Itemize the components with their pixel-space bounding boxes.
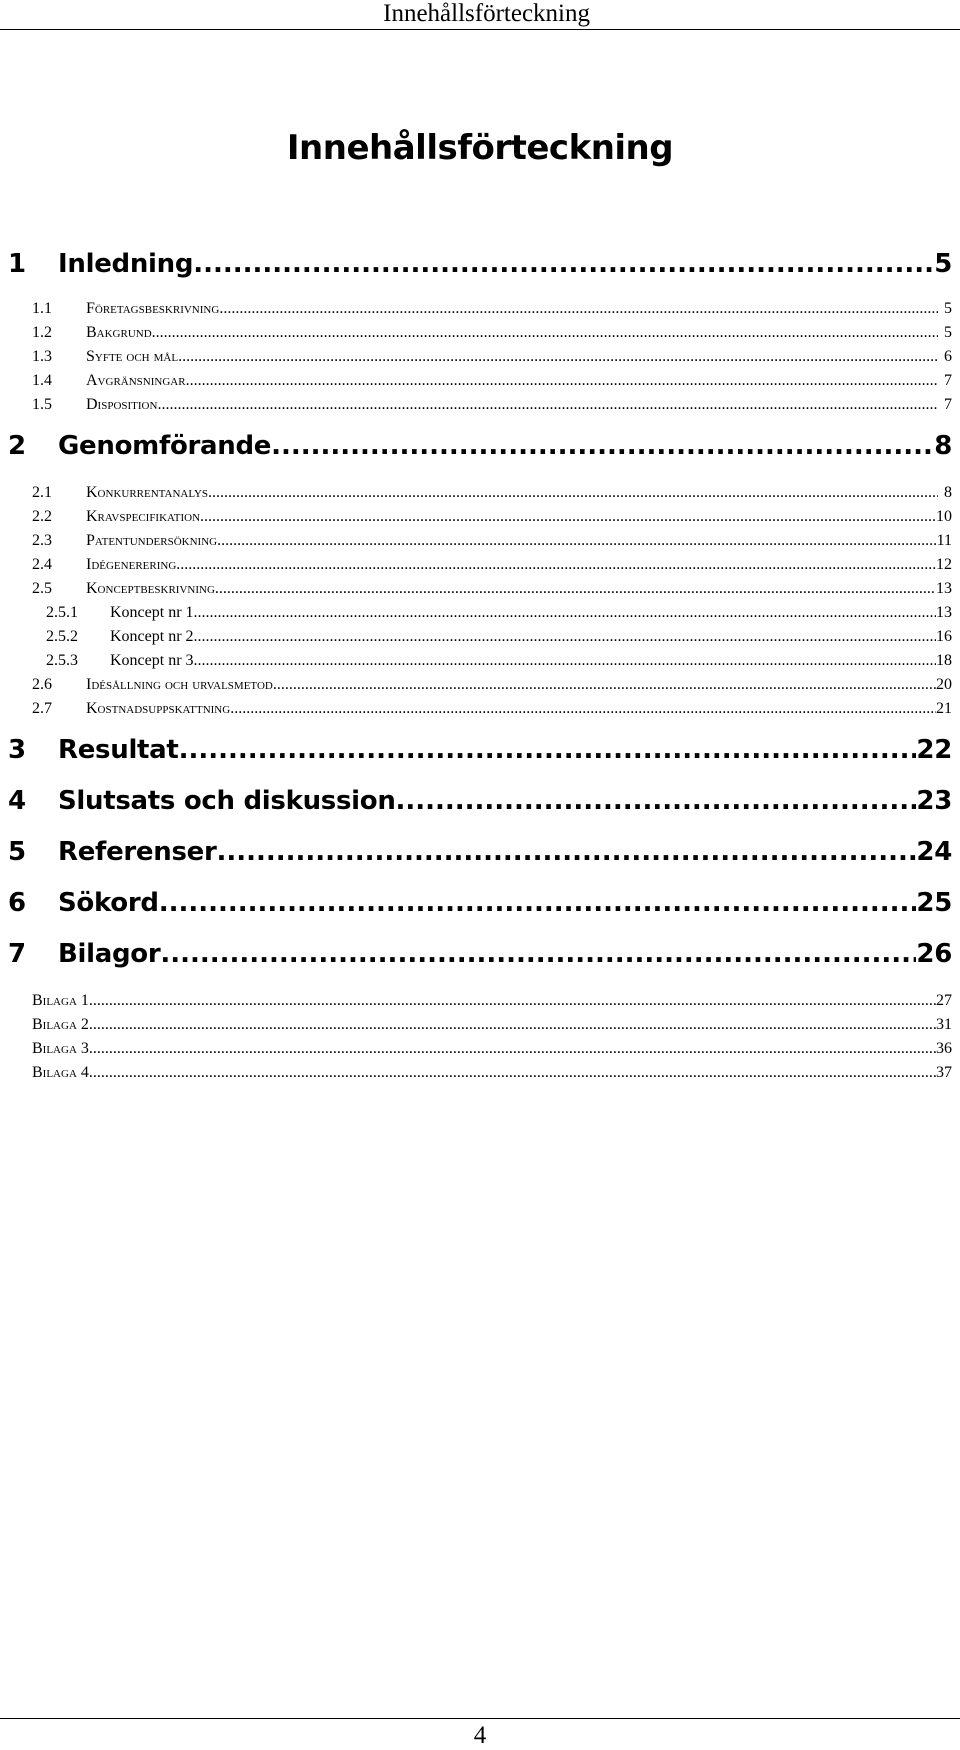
- toc-leader: [176, 554, 936, 576]
- toc-title: Bilaga 4: [32, 1064, 89, 1081]
- toc-page: 36: [936, 1040, 952, 1057]
- toc-title: Koncept nr 1: [110, 604, 194, 621]
- toc-number: 1.4: [32, 372, 52, 389]
- toc-leader: [219, 298, 938, 320]
- toc-page: 13: [936, 580, 952, 597]
- toc-entry-kostnadsuppskattning[interactable]: [32, 698, 952, 722]
- toc-page: 7: [944, 372, 952, 389]
- toc-entry-koncept-nr-3[interactable]: [46, 650, 952, 674]
- toc-number: 1: [8, 249, 26, 279]
- toc-title: Företagsbeskrivning: [86, 300, 220, 317]
- toc-page: 20: [936, 676, 952, 693]
- toc-number: 7: [8, 939, 26, 969]
- toc-entry-bilagor[interactable]: [8, 936, 952, 976]
- toc-entry-idesallning[interactable]: [32, 674, 952, 698]
- toc-leader: [178, 346, 938, 368]
- toc-title: Resultat: [58, 735, 179, 765]
- toc-entry-slutsats-och-diskussion[interactable]: [8, 783, 952, 823]
- toc-title: Koncept nr 3: [110, 652, 194, 669]
- toc-page: 7: [944, 396, 952, 413]
- toc-title: Idésållning och urvalsmetod: [86, 676, 273, 693]
- toc-leader: [194, 602, 936, 624]
- toc-leader: [160, 936, 916, 972]
- toc-page: 18: [936, 652, 952, 669]
- toc-title: Sökord: [58, 888, 159, 918]
- toc-entry-idegenerering[interactable]: [32, 554, 952, 578]
- toc-entry-bakgrund[interactable]: [32, 322, 952, 346]
- toc-number: 3: [8, 735, 26, 765]
- toc-leader: [186, 370, 938, 392]
- toc-leader: [230, 698, 936, 720]
- toc-leader: [179, 732, 917, 768]
- toc-entry-syfte-och-mal[interactable]: [32, 346, 952, 370]
- toc-title: Bakgrund: [86, 324, 152, 341]
- toc-page: 13: [936, 604, 952, 621]
- toc-entry-avgransningar[interactable]: [32, 370, 952, 394]
- toc-leader: [193, 246, 934, 282]
- page-title: Innehållsförteckning: [286, 128, 674, 168]
- toc-leader: [273, 674, 936, 696]
- toc-page: 22: [916, 735, 952, 765]
- toc-leader: [89, 990, 936, 1012]
- running-header-title: Innehållsförteckning: [383, 0, 590, 27]
- toc-page: 21: [936, 700, 952, 717]
- toc-leader: [194, 650, 936, 672]
- toc-page: 23: [916, 786, 952, 816]
- toc-title: Kostnadsuppskattning: [86, 700, 231, 717]
- toc-leader: [89, 1062, 936, 1084]
- toc-number: 2.3: [32, 532, 52, 549]
- toc-page: 10: [936, 508, 952, 525]
- toc-number: 1.2: [32, 324, 52, 341]
- toc-title: Koncept nr 2: [110, 628, 194, 645]
- toc-entry-resultat[interactable]: [8, 732, 952, 772]
- toc-number: 2.7: [32, 700, 52, 717]
- toc-page: 5: [944, 324, 952, 341]
- toc-page: 12: [936, 556, 952, 573]
- toc-title: Bilagor: [58, 939, 161, 969]
- toc-leader: [208, 482, 938, 504]
- toc-number: 4: [8, 786, 26, 816]
- toc-title: Referenser: [58, 837, 217, 867]
- toc-leader: [217, 530, 936, 552]
- toc-page: 37: [936, 1064, 952, 1081]
- toc-title: Kravspecifikation: [86, 508, 201, 525]
- toc-number: 2: [8, 431, 26, 461]
- running-header: [0, 0, 960, 30]
- toc-page: 25: [916, 888, 952, 918]
- toc-entry-konceptbeskrivning[interactable]: [32, 578, 952, 602]
- toc-leader: [89, 1014, 936, 1036]
- toc-leader: [217, 834, 917, 870]
- toc-number: 2.5.1: [46, 604, 78, 621]
- toc-page: 5: [944, 300, 952, 317]
- toc-entry-genomforande[interactable]: [8, 428, 952, 468]
- toc-entry-patentundersokning[interactable]: [32, 530, 952, 554]
- toc-entry-kravspecifikation[interactable]: [32, 506, 952, 530]
- toc-number: 2.6: [32, 676, 52, 693]
- toc-leader: [159, 885, 917, 921]
- toc-leader: [396, 783, 917, 819]
- toc-entry-konkurrentanalys[interactable]: [32, 482, 952, 506]
- toc-number: 5: [8, 837, 26, 867]
- toc-page: 5: [934, 249, 952, 279]
- toc-number: 1.5: [32, 396, 52, 413]
- toc-number: 2.1: [32, 484, 52, 501]
- toc-title: Konkurrentanalys: [86, 484, 209, 501]
- toc-title: Avgränsningar: [86, 372, 186, 389]
- toc-leader: [271, 428, 934, 464]
- toc-leader: [89, 1038, 936, 1060]
- toc-entry-referenser[interactable]: [8, 834, 952, 874]
- toc-page: 26: [916, 939, 952, 969]
- toc-title: Syfte och mål: [86, 348, 179, 365]
- toc-title: Konceptbeskrivning: [86, 580, 215, 597]
- toc-entry-bilaga-3[interactable]: [32, 1038, 952, 1062]
- toc-page: 6: [944, 348, 952, 365]
- toc-number: 2.5: [32, 580, 52, 597]
- toc-page: 16: [936, 628, 952, 645]
- toc-number: 2.4: [32, 556, 52, 573]
- toc-entry-inledning[interactable]: [8, 246, 952, 286]
- toc-leader: [194, 626, 936, 648]
- toc-number: 6: [8, 888, 26, 918]
- toc-title: Bilaga 3: [32, 1040, 89, 1057]
- running-footer: [0, 1718, 960, 1750]
- toc-title: Disposition: [86, 396, 158, 413]
- toc-page: 31: [936, 1016, 952, 1033]
- toc-title: Idégenerering: [86, 556, 177, 573]
- toc-number: 2.2: [32, 508, 52, 525]
- toc-title: Genomförande: [58, 431, 272, 461]
- toc-number: 2.5.3: [46, 652, 78, 669]
- toc-number: 1.1: [32, 300, 52, 317]
- page-number: 4: [473, 1722, 487, 1749]
- toc-entry-disposition[interactable]: [32, 394, 952, 418]
- toc-title: Bilaga 2: [32, 1016, 89, 1033]
- toc-number: 1.3: [32, 348, 52, 365]
- toc-title: Patentundersökning: [86, 532, 218, 549]
- toc-leader: [157, 394, 938, 416]
- toc-entry-foretagsbeskrivning[interactable]: [32, 298, 952, 322]
- toc-entry-koncept-nr-2[interactable]: [46, 626, 952, 650]
- toc-leader: [200, 506, 936, 528]
- toc-page: 8: [944, 484, 952, 501]
- toc-leader: [215, 578, 936, 600]
- toc-title: Slutsats och diskussion: [58, 786, 396, 816]
- toc-leader: [152, 322, 938, 344]
- toc-entry-bilaga-1[interactable]: [32, 990, 952, 1014]
- toc-page: 8: [934, 431, 952, 461]
- toc-page: 27: [936, 992, 952, 1009]
- toc-title: Inledning: [58, 249, 194, 279]
- toc-number: 2.5.2: [46, 628, 78, 645]
- toc-page: 11: [936, 532, 952, 549]
- toc-title: Bilaga 1: [32, 992, 89, 1009]
- toc-entry-sokord[interactable]: [8, 885, 952, 925]
- toc-entry-koncept-nr-1[interactable]: [46, 602, 952, 626]
- toc-page: 24: [916, 837, 952, 867]
- toc-entry-bilaga-4[interactable]: [32, 1062, 952, 1086]
- toc-entry-bilaga-2[interactable]: [32, 1014, 952, 1038]
